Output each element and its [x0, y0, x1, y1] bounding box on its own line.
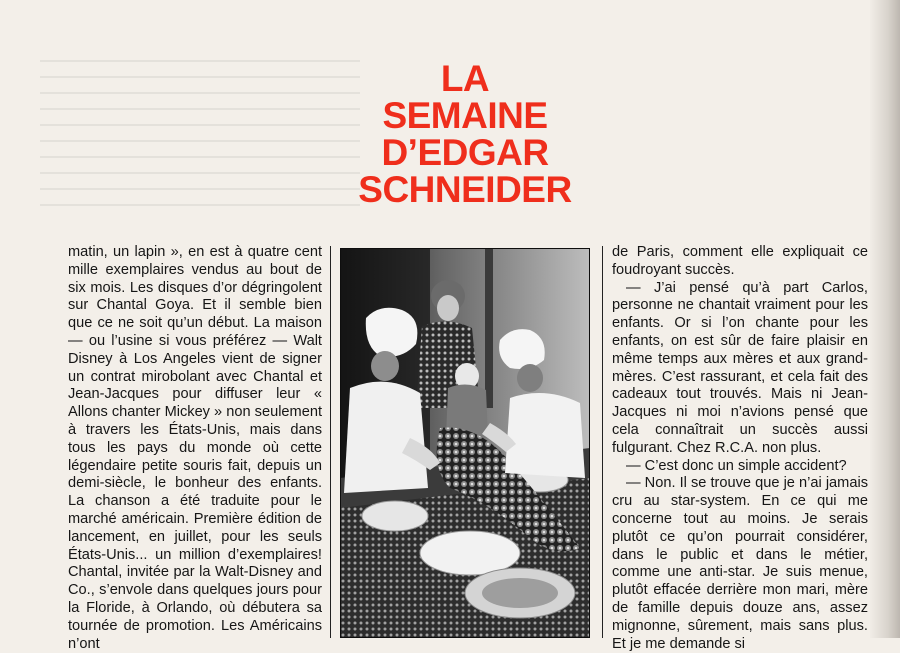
column-rule	[330, 246, 331, 638]
paragraph: — J’ai pensé qu’à part Carlos, personne ne chantait vraiment pour les enfants. Or si l’on chante pour les enfants, on est sûr de faire plaisir en même temps aux mères et aux grand-mères. C’est rassurant, et cela fait des cadeaux tout trouvés. Mais ni Jean-Jacques ni moi n’avions pensé que cela connaîtrait un succès aussi fulgurant. Chez R.C.A. non plus.	[612, 279, 868, 456]
column-rule	[602, 246, 603, 638]
left-text-column	[68, 244, 322, 653]
paragraph: matin, un lapin », en est à quatre cent mille exemplaires vendus au bout de six mois. Les disques d’or dégringolent sur Chantal Goya. Et il semble bien que ce ne soit qu’un début. La maison — ou l’usine si vous préférez — Walt Disney à Los Angeles vient de signer un contrat mirobolant avec Chantal et Jean-Jacques pour diffuser leur « Allons chanter Mickey » non seulement à travers les États-Unis, mais dans tous les pays du monde où cette légendaire petite souris fait, depuis un demi-siècle, le bonheur des enfants. La chanson a été traduite pour le marché américain. Première édition de lancement, en juillet, pour les seuls États-Unis... un million d’exemplaires! Chantal, invitée par la Walt-Disney and Co., s’envole dans quelques jours pour la Floride, à Orlando, où débutera sa tournée de promotion. Les Américains n’ont	[68, 244, 322, 652]
paragraph: de Paris, comment elle expliquait ce foudroyant succès.	[612, 244, 868, 278]
paragraph: — Non. Il se trouve que je n’ai jamais cru au star-system. En ce qui me concerne tout au moins. Je serais plutôt ce qu’on pourrait considérer, dans le public et dans le métier, comme une anti-star. Je suis menue, plutôt effacée derrière mon mari, mère de famille depuis douze ans, assez mignonne, sûrement, mais sans plus. Et je me demande si	[612, 475, 868, 652]
paragraph: — C’est donc un simple accident?	[626, 457, 847, 474]
page-fold-shadow	[870, 0, 900, 638]
title-line: SCHNEIDER	[358, 169, 572, 210]
title-line: SEMAINE	[382, 95, 548, 136]
title-line: LA	[440, 58, 490, 99]
title-line: D’EDGAR	[381, 132, 549, 173]
right-text-column	[612, 244, 868, 653]
article-title	[310, 60, 620, 208]
photo	[340, 248, 590, 638]
